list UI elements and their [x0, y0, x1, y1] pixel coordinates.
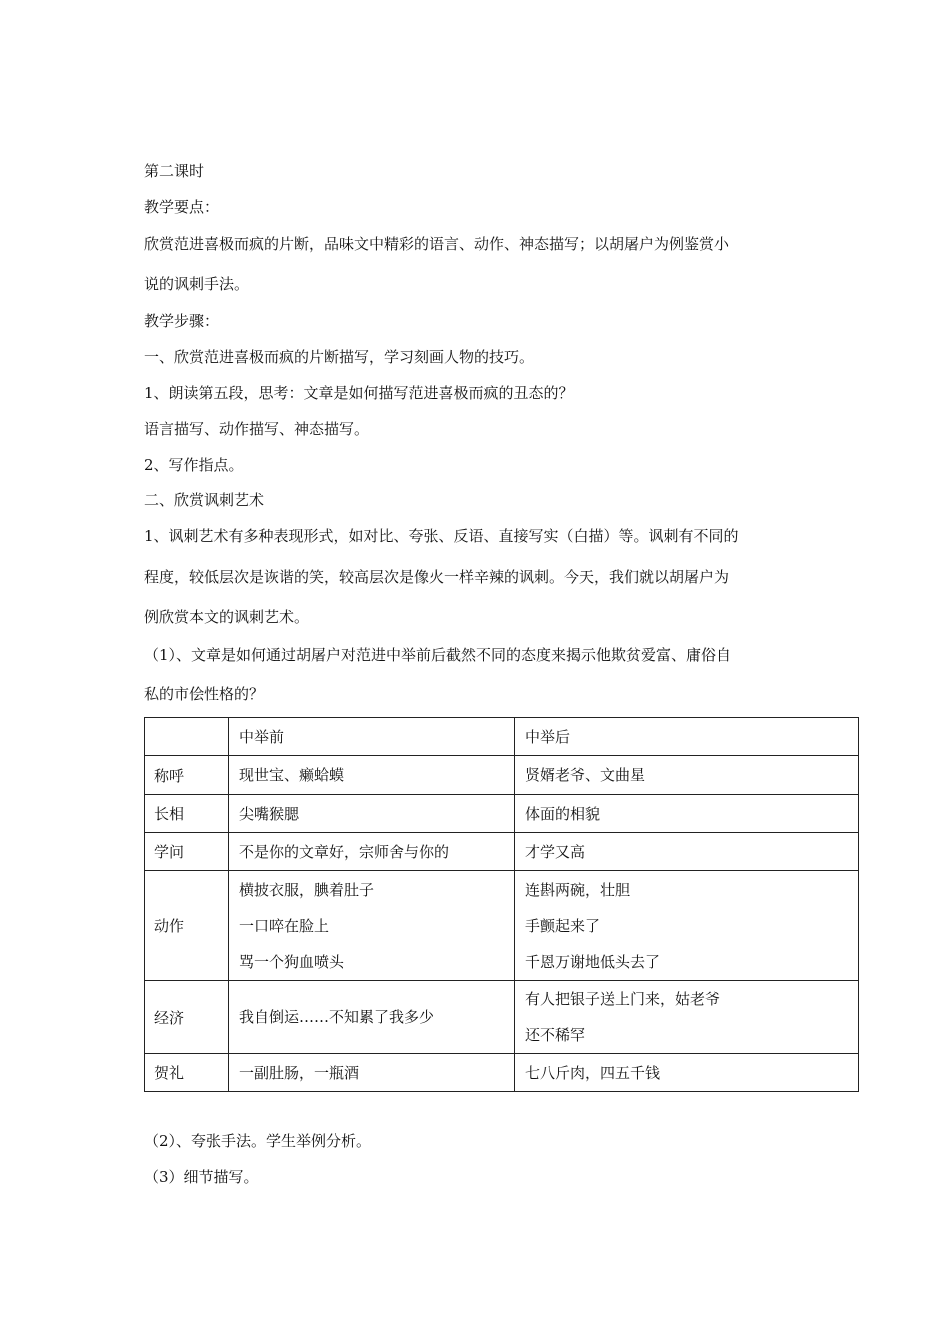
paragraph-line: 一、欣赏范进喜极而疯的片断描写，学习刻画人物的技巧。 [144, 348, 535, 366]
paragraph-line: 1、讽刺艺术有多种表现形式，如对比、夸张、反语、直接写实（白描）等。讽刺有不同的 [144, 527, 739, 545]
row-label: 称呼 [145, 756, 229, 795]
cell-before: 尖嘴猴腮 [229, 795, 515, 833]
table-row [145, 871, 859, 981]
paragraph-line: 语言描写、动作描写、神态描写。 [144, 420, 370, 438]
paragraph-line: 说的讽刺手法。 [144, 275, 250, 293]
paragraph-line: 例欣赏本文的讽刺艺术。 [144, 608, 310, 626]
paragraph-line: 欣赏范进喜极而疯的片断，品味文中精彩的语言、动作、神态描写；以胡屠户为例鉴赏小 [144, 235, 730, 253]
comparison-table [144, 717, 859, 1092]
row-label: 经济 [145, 981, 229, 1054]
table-row [145, 981, 859, 1054]
row-label: 贺礼 [145, 1054, 229, 1092]
cell-before: 现世宝、癞蛤蟆 [229, 756, 515, 795]
section-heading: 二、欣赏讽刺艺术 [144, 491, 265, 509]
paragraph-line: （3）细节描写。 [144, 1168, 259, 1186]
paragraph-line: 程度，较低层次是诙谐的笑，较高层次是像火一样辛辣的讽刺。今天，我们就以胡屠户为 [144, 568, 730, 586]
row-label: 长相 [145, 795, 229, 833]
cell-before: 不是你的文章好，宗师舍与你的 [229, 833, 515, 871]
cell-before: 我自倒运……不知累了我多少 [229, 981, 515, 1054]
paragraph-line: 私的市侩性格的？ [144, 685, 265, 703]
paragraph-line: 1、朗读第五段，思考：文章是如何描写范进喜极而疯的丑态的？ [144, 384, 574, 402]
paragraph-line: （1）、文章是如何通过胡屠户对范进中举前后截然不同的态度来揭示他欺贫爱富、庸俗自 [144, 646, 732, 664]
paragraph-line: （2）、夸张手法。学生举例分析。 [144, 1132, 372, 1150]
cell-after: 七八斤肉，四五千钱 [515, 1054, 859, 1092]
table-row [145, 1054, 859, 1092]
cell-after: 连斟两碗，壮胆 手颤起来了 千恩万谢地低头去了 [515, 871, 859, 981]
cell-before: 一副肚肠，一瓶酒 [229, 1054, 515, 1092]
section-heading: 教学步骤： [144, 312, 220, 330]
table-header-blank [145, 718, 229, 756]
cell-after: 贤婿老爷、文曲星 [515, 756, 859, 795]
table-row [145, 795, 859, 833]
cell-after: 才学又高 [515, 833, 859, 871]
section-heading: 教学要点： [144, 198, 220, 216]
table-row [145, 756, 859, 795]
table-header-before: 中举前 [229, 718, 515, 756]
table-header-row [145, 718, 859, 756]
cell-before: 横披衣服，腆着肚子 一口啐在脸上 骂一个狗血喷头 [229, 871, 515, 981]
cell-after: 有人把银子送上门来，姑老爷 还不稀罕 [515, 981, 859, 1054]
lesson-title: 第二课时 [144, 162, 205, 180]
paragraph-line: 2、写作指点。 [144, 456, 244, 474]
cell-after: 体面的相貌 [515, 795, 859, 833]
table-row [145, 833, 859, 871]
table-header-after: 中举后 [515, 718, 859, 756]
row-label: 学问 [145, 833, 229, 871]
row-label: 动作 [145, 871, 229, 981]
